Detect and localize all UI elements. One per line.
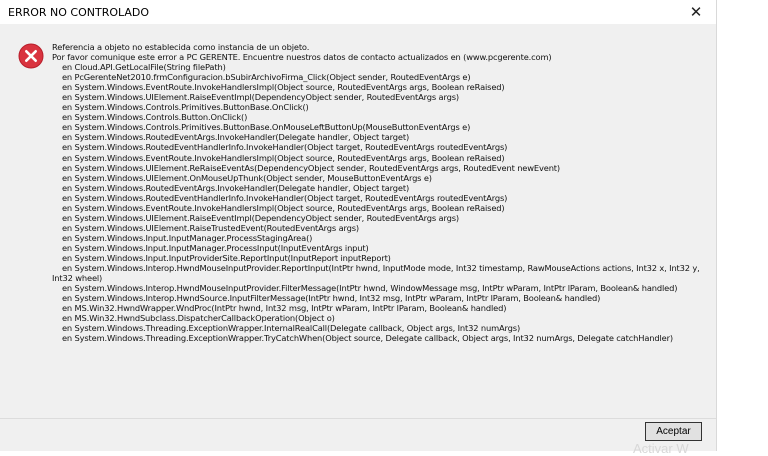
title-bar (0, 0, 716, 24)
accept-button[interactable]: Aceptar (645, 422, 702, 441)
dialog-title: ERROR NO CONTROLADO (8, 6, 150, 19)
close-button[interactable]: ✕ (689, 3, 703, 21)
error-message: Referencia a objeto no establecida como instancia de un objeto. Por favor comunique este error a PC GERENTE. Encuentre nuestros datos de contacto actualizados en (www.pcgerente.com) en Cloud.API.GetLocalFile(String filePath) en PcGerenteNet2010.frmConfiguracion.bSubirArchivoFirma_Click(Object sender, RoutedEventArgs e) en System.Windows.EventRoute.InvokeHandlersImpl(Object source, RoutedEventArgs args, Boolean reRaised) en System.Windows.UIElement.RaiseEventImpl(DependencyObject sender, RoutedEventArgs args) en System.Windows.Controls.Primitives.ButtonBase.OnClick() en System.Windows.Controls.Button.OnClick() en System.Windows.Controls.Primitives.ButtonBase.OnMouseLeftButtonUp(MouseButtonEventArgs e) en System.Windows.RoutedEventArgs.InvokeHandler(Delegate handler, Object target) en System.Windows.RoutedEventHandlerInfo.InvokeHandler(Object target, RoutedEventArgs routedEventArgs) en System.Windows.EventRoute.InvokeHandlersImpl(Object source, RoutedEventArgs args, Boolean reRaised) en System.Windows.UIElement.ReRaiseEventAs(DependencyObject sender, RoutedEventArgs args, RoutedEvent newEvent) en System.Windows.UIElement.OnMouseUpThunk(Object sender, MouseButtonEventArgs e) en System.Windows.RoutedEventArgs.InvokeHandler(Delegate handler, Object target) en System.Windows.RoutedEventHandlerInfo.InvokeHandler(Object target, RoutedEventArgs routedEventArgs) en System.Windows.EventRoute.InvokeHandlersImpl(Object source, RoutedEventArgs args, Boolean reRaised) en System.Windows.UIElement.RaiseEventImpl(DependencyObject sender, RoutedEventArgs args) en System.Windows.UIElement.RaiseTrustedEvent(RoutedEventArgs args) en System.Windows.Input.InputManager.ProcessStagingArea() en System.Windows.Input.InputManager.ProcessInput(InputEventArgs input) en System.Windows.Input.InputProviderSite.ReportInput(InputReport inputReport) en System.Windows.Interop.HwndMouseInputProvider.ReportInput(IntPtr hwnd, InputMode mode, Int32 timestamp, RawMouseActions actions, Int32 x, Int32 y, Int32 wheel) en System.Windows.Interop.HwndMouseInputProvider.FilterMessage(IntPtr hwnd, WindowMessage msg, IntPtr wParam, IntPtr lParam, Boolean& handled) en System.Windows.Interop.HwndSource.InputFilterMessage(IntPtr hwnd, Int32 msg, IntPtr wParam, IntPtr lParam, Boolean& handled) en MS.Win32.HwndWrapper.WndProc(IntPtr hwnd, Int32 msg, IntPtr wParam, IntPtr lParam, Boolean& handled) en MS.Win32.HwndSubclass.DispatcherCallbackOperation(Object o) en System.Windows.Threading.ExceptionWrapper.InternalRealCall(Delegate callback, Object args, Int32 numArgs) en System.Windows.Threading.ExceptionWrapper.TryCatchWhen(Object source, Delegate callback, Object args, Int32 numArgs, Delegate catchHandler) (52, 42, 700, 344)
footer-divider (0, 418, 716, 419)
activation-watermark: Activar W (633, 441, 689, 456)
error-icon (18, 43, 44, 69)
